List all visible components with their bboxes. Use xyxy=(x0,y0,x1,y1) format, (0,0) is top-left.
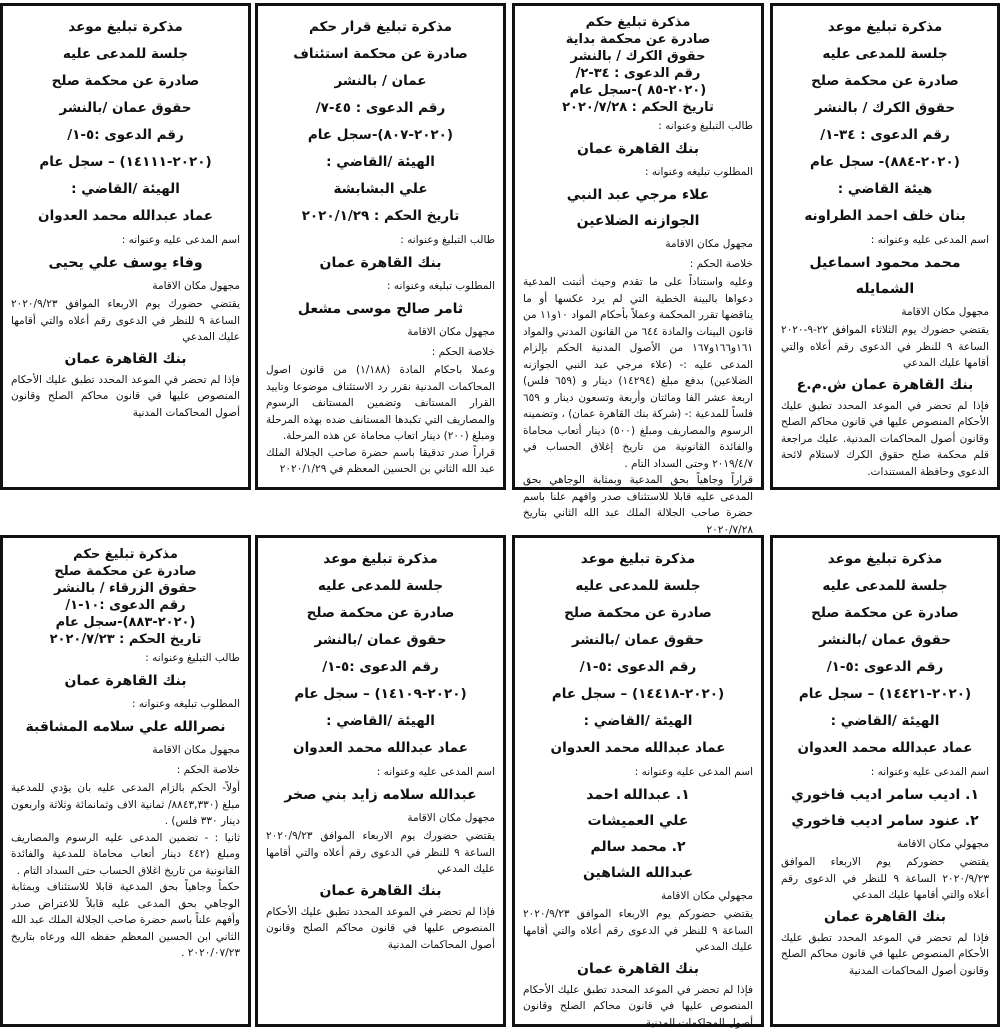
notice-heading-line: مذكرة تبليغ موعد xyxy=(11,14,240,41)
notice-label: اسم المدعى عليه وعنوانه : xyxy=(266,762,495,782)
notice-paragraph: يقتضي حضورك يوم الثلاثاء الموافق ٢٢-٩-٢٠٢٠ الساعة ٩ للنظر في الدعوى رقم أعلاه والتي أقامها عليك المدعي xyxy=(781,322,989,372)
notice-party-name: بنك القاهرة عمان xyxy=(266,878,495,904)
notice-heading-line: صادرة عن محكمة صلح xyxy=(781,600,989,627)
notice-heading-line: هيئة القاضي : xyxy=(781,176,989,203)
notice-label: اسم المدعى عليه وعنوانه : xyxy=(781,762,989,782)
notice-heading-line: مذكرة تبليغ قرار حكم xyxy=(266,14,495,41)
notice-paragraph: وعليه واستناداً على ما تقدم وحيث أثبتت المدعية دعواها بالبينة الخطية التي لم يرد عكسها أو ما يناقضها تقرر المحكمة وعملاً بأحكام المواد ١٠و١١ من قانون البينات والمادة ٦٤٤ من القانون المدني والمواد ١٦١و١٦٦و١٦٧ من الأصول المدنية الحكم بإلزام المدعى عليه :- (علاء مرجي عبد النبي الجوازنه الضلاعين) بدفع مبلغ (١٤٢٩٤) دينار و (٦٥٩ فلس) اربعة عشر الفا ومائتان وأربعة وتسعون دينار و ٦٥٩ فلساً للمدعية :- (شركة بنك القاهرة عمان) ، وتضمينه الرسوم والمصاريف ومبلغ (٥٠٠) دينار أتعاب محاماة والفائدة القانونية من تاريخ إغلاق الحساب في ٢٠١٩/٤/٧ وحتى السداد التام . xyxy=(523,274,753,472)
notice-heading-line: عماد عبدالله محمد العدوان xyxy=(11,203,240,230)
notice-karak-judgment xyxy=(512,3,764,490)
notice-party-name: ١. عبدالله احمد xyxy=(523,782,753,808)
notice-party-name: ١. اديب سامر اديب فاخوري xyxy=(781,782,989,808)
notice-paragraph: فإذا لم تحضر في الموعد المحدد تطبق عليك الأحكام المنصوص عليها في قانون محاكم الصلح وقانون أصول المحاكمات المدنية xyxy=(266,904,495,954)
notice-appeal-judgment xyxy=(255,3,506,490)
notice-heading-line: رقم الدعوى : ٤٥-٧/ xyxy=(266,95,495,122)
notice-party-name: الشمايله xyxy=(781,276,989,302)
notice-heading-line: صادرة عن محكمة صلح xyxy=(781,68,989,95)
notice-heading-line: عمان / بالنشر xyxy=(266,68,495,95)
notice-party-name: ٢. محمد سالم xyxy=(523,834,753,860)
notice-heading-line: صادرة عن محكمة صلح xyxy=(11,68,240,95)
notice-heading-line: جلسة للمدعى عليه xyxy=(11,41,240,68)
notice-amman-session-14418 xyxy=(512,535,764,1027)
notice-heading-line: صادرة عن محكمة صلح xyxy=(11,563,240,580)
notice-heading-line: رقم الدعوى :٥-١/ xyxy=(266,654,495,681)
notice-heading-line: (٢٠٢٠-١٤١٠٩) – سجل عام xyxy=(266,681,495,708)
notice-heading-line: (٢٠٢٠-١٤١١١) – سجل عام xyxy=(11,149,240,176)
notice-heading-line: علي البشابشة xyxy=(266,176,495,203)
notice-heading-line: رقم الدعوى : ٣٤-٢/ xyxy=(523,65,753,82)
notice-heading-line: عماد عبدالله محمد العدوان xyxy=(266,735,495,762)
notice-label: خلاصة الحكم : xyxy=(11,760,240,780)
notice-party-name: بنك القاهرة عمان xyxy=(266,250,495,276)
notice-heading-line: صادرة عن محكمة بداية xyxy=(523,31,753,48)
notice-heading-line: مذكرة تبليغ موعد xyxy=(781,546,989,573)
notice-label: المطلوب تبليغه وعنوانه : xyxy=(266,276,495,296)
notice-label: طالب التبليغ وعنوانه : xyxy=(266,230,495,250)
notice-heading-line: حقوق عمان /بالنشر xyxy=(523,627,753,654)
notice-party-name: ٢. عنود سامر اديب فاخوري xyxy=(781,808,989,834)
notice-paragraph: حكماً وجاهياً بحق المدعية قابلا للاستئناف وبمثابة الوجاهي بحق المدعى عليه قابلاً للاعتراض صدر وأفهم علناً باسم حضرة صاحب الجلالة الملك عبد الله الثاني ابن الحسين المعظم حفظه الله ورعاه بتاريخ ٢٠٢٠/٠٧/٢٣ . xyxy=(11,879,240,962)
notice-amman-session-14421 xyxy=(770,535,1000,1027)
notice-heading-line: رقم الدعوى : ٣٤-١/ xyxy=(781,122,989,149)
notice-party-name: علاء مرجي عبد النبي xyxy=(523,182,753,208)
notice-party-name: بنك القاهرة عمان ش.م.ع xyxy=(781,372,989,398)
notice-label: خلاصة الحكم : xyxy=(266,342,495,362)
notice-paragraph: وعملا باحكام المادة (١/١٨٨) من قانون اصول المحاكمات المدنية نقرر رد الاستئناف موضوعا وتاييد القرار المستانف وتضمين المستانف الرسوم والمصاريف التي تكبدها المستانف ضده بهذه المرحلة ومبلغ (٢٠٠) دينار اتعاب محاماة عن هذه المرحلة. xyxy=(266,362,495,445)
notice-heading-line: مذكرة تبليغ حكم xyxy=(523,14,753,31)
notice-heading-line: الهيئة /القاضي : xyxy=(266,149,495,176)
notice-heading-line: رقم الدعوى :٥-١/ xyxy=(11,122,240,149)
notice-heading-line: جلسة للمدعى عليه xyxy=(523,573,753,600)
notice-heading-line: رقم الدعوى :٥-١/ xyxy=(781,654,989,681)
notice-heading-line: رقم الدعوى :٥-١/ xyxy=(523,654,753,681)
notice-party-name: بنك القاهرة عمان xyxy=(523,956,753,982)
notice-party-name: وفاء يوسف علي يحيى xyxy=(11,250,240,276)
notice-paragraph: يقتضي حضورك يوم الاربعاء الموافق ٢٠٢٠/٩/٢٣ الساعة ٩ للنظر في الدعوى رقم أعلاه والتي أقامها عليك المدعي xyxy=(266,828,495,878)
notice-party-name: عبدالله سلامه زايد بني صخر xyxy=(266,782,495,808)
notice-heading-line: حقوق عمان /بالنشر xyxy=(781,627,989,654)
notice-heading-line: عماد عبدالله محمد العدوان xyxy=(523,735,753,762)
notice-label: مجهولي مكان الاقامة xyxy=(781,834,989,854)
notice-heading-line: مذكرة تبليغ حكم xyxy=(11,546,240,563)
notice-label: خلاصة الحكم : xyxy=(523,254,753,274)
notice-paragraph: يقتضي حضوركم يوم الاربعاء الموافق ٢٠٢٠/٩/٢٣ الساعة ٩ للنظر في الدعوى رقم أعلاه والتي أقامها عليك المدعي xyxy=(523,906,753,956)
notice-heading-line: الهيئة /القاضي : xyxy=(781,708,989,735)
notice-amman-session-14109 xyxy=(255,535,506,1027)
notice-paragraph: ثانيا : - تضمين المدعى عليه الرسوم والمصاريف ومبلغ (٤٤٢ دينار أتعاب محاماة للمدعية والفائدة القانونية من تاريخ اغلاق الحساب حتى السداد التام . xyxy=(11,830,240,880)
notice-label: اسم المدعى عليه وعنوانه : xyxy=(781,230,989,250)
notice-heading-line: مذكرة تبليغ موعد xyxy=(523,546,753,573)
notice-paragraph: يقتضي حضورك يوم الاربعاء الموافق ٢٠٢٠/٩/٢٣ الساعة ٩ للنظر في الدعوى رقم أعلاه والتي أقامها عليك المدعي xyxy=(11,296,240,346)
notice-heading-line: حقوق عمان /بالنشر xyxy=(266,627,495,654)
notice-label: مجهول مكان الاقامة xyxy=(266,322,495,342)
notice-heading-line: صادرة عن محكمة صلح xyxy=(266,600,495,627)
notice-paragraph: قراراً وجاهياً بحق المدعية وبمثابة الوجاهي بحق المدعى عليه قابلا للاستئناف صدر وافهم علنا باسم حضرة صاحب الجلالة الملك عبد الله الثاني بتاريخ ٢٠٢٠/٧/٢٨ xyxy=(523,472,753,538)
notice-paragraph: أولاً- الحكم بالزام المدعى عليه بان يؤدي للمدعية مبلغ (٨٨٤٣,٣٣٠/ ثمانية الاف وثمانمائة وثلاثة واربعون دينار ٣٣٠ فلس) . xyxy=(11,780,240,830)
notice-label: مجهول مكان الاقامة xyxy=(11,276,240,296)
notice-label: مجهول مكان الاقامة xyxy=(781,302,989,322)
notice-paragraph: قراراً صدر تدقيقا باسم حضرة صاحب الجلالة الملك عبد الله الثاني بن الحسين المعظم في ٢٠٢٠/١/٢٩ xyxy=(266,445,495,478)
notice-label: المطلوب تبليغه وعنوانه : xyxy=(523,162,753,182)
notice-zarqa-judgment xyxy=(0,535,251,1027)
notice-label: مجهول مكان الاقامة xyxy=(523,234,753,254)
notice-heading-line: عماد عبدالله محمد العدوان xyxy=(781,735,989,762)
notice-paragraph: يقتضي حضوركم يوم الاربعاء الموافق ٢٠٢٠/٩/٢٣ الساعة ٩ للنظر في الدعوى رقم أعلاه والتي أقامها عليك المدعي xyxy=(781,854,989,904)
notice-label: مجهول مكان الاقامة xyxy=(266,808,495,828)
notice-karak-session xyxy=(770,3,1000,490)
notice-party-name: نصرالله علي سلامه المشاقبة xyxy=(11,714,240,740)
notice-label: مجهول مكان الاقامة xyxy=(11,740,240,760)
notice-party-name: الجوازنه الضلاعين xyxy=(523,208,753,234)
notice-heading-line: جلسة للمدعى عليه xyxy=(781,573,989,600)
notice-heading-line: (٢٠٢٠-١٤٤٢١) – سجل عام xyxy=(781,681,989,708)
notice-heading-line: تاريخ الحكم : ٢٠٢٠/٧/٢٨ xyxy=(523,99,753,116)
notice-heading-line: بنان خلف احمد الطراونه xyxy=(781,203,989,230)
notice-heading-line: الهيئة /القاضي : xyxy=(523,708,753,735)
notice-party-name: بنك القاهرة عمان xyxy=(11,668,240,694)
notice-paragraph: فإذا لم تحضر في الموعد المحدد تطبق عليك الأحكام المنصوص عليها في قانون محاكم الصلح وقانون أصول المحاكمات المدنية xyxy=(11,372,240,422)
notice-heading-line: (٢٠٢٠-٨٠٧)-سجل عام xyxy=(266,122,495,149)
notice-heading-line: الهيئة /القاضي : xyxy=(266,708,495,735)
notice-heading-line: جلسة للمدعى عليه xyxy=(781,41,989,68)
notice-heading-line: (٢٠٢٠-٨٨٣)-سجل عام xyxy=(11,614,240,631)
notice-label: طالب التبليغ وعنوانه : xyxy=(11,648,240,668)
notice-heading-line: مذكرة تبليغ موعد xyxy=(266,546,495,573)
notice-party-name: علي العميشات xyxy=(523,808,753,834)
notice-heading-line: صادرة عن محكمة صلح xyxy=(523,600,753,627)
notice-heading-line: تاريخ الحكم : ٢٠٢٠/٧/٢٣ xyxy=(11,631,240,648)
notice-label: المطلوب تبليغه وعنوانه : xyxy=(11,694,240,714)
notice-party-name: ثامر صالح موسى مشعل xyxy=(266,296,495,322)
notice-party-name: محمد محمود اسماعيل xyxy=(781,250,989,276)
notice-heading-line: جلسة للمدعى عليه xyxy=(266,573,495,600)
notice-heading-line: حقوق الكرك / بالنشر xyxy=(781,95,989,122)
notice-heading-line: صادرة عن محكمة استئناف xyxy=(266,41,495,68)
notice-heading-line: (٢٠٢٠-٨٨٤)- سجل عام xyxy=(781,149,989,176)
notice-paragraph: فإذا لم تحضر في الموعد المحدد تطبق عليك الأحكام المنصوص عليها في قانون محاكم الصلح وقانون أصول المحاكمات المدنية. عليك مراجعة قلم محكمة صلح حقوق الكرك لاستلام لائحة الدعوى وحافظة المستندات. xyxy=(781,398,989,481)
notice-label: اسم المدعى عليه وعنوانه : xyxy=(523,762,753,782)
notice-heading-line: تاريخ الحكم : ٢٠٢٠/١/٢٩ xyxy=(266,203,495,230)
notice-label: اسم المدعى عليه وعنوانه : xyxy=(11,230,240,250)
notice-paragraph: فإذا لم تحضر في الموعد المحدد تطبق عليك الأحكام المنصوص عليها في قانون محاكم الصلح وقانون أصول المحاكمات المدنية xyxy=(523,982,753,1031)
notice-heading-line: حقوق الزرقاء / بالنشر xyxy=(11,580,240,597)
notice-paragraph: فإذا لم تحضر في الموعد المحدد تطبق عليك الأحكام المنصوص عليها في قانون محاكم الصلح وقانون أصول المحاكمات المدنية xyxy=(781,930,989,980)
notice-heading-line: (٢٠٢٠-١٤٤١٨) – سجل عام xyxy=(523,681,753,708)
notice-heading-line: حقوق عمان /بالنشر xyxy=(11,95,240,122)
notice-heading-line: الهيئة /القاضي : xyxy=(11,176,240,203)
notice-party-name: بنك القاهرة عمان xyxy=(781,904,989,930)
notice-heading-line: رقم الدعوى :١٠-١/ xyxy=(11,597,240,614)
notice-heading-line: حقوق الكرك / بالنشر xyxy=(523,48,753,65)
notice-label: مجهولي مكان الاقامة xyxy=(523,886,753,906)
notice-label: طالب التبليغ وعنوانه : xyxy=(523,116,753,136)
notice-heading-line: (٢٠٢٠-٨٥ )-سجل عام xyxy=(523,82,753,99)
notice-heading-line: مذكرة تبليغ موعد xyxy=(781,14,989,41)
notice-party-name: عبدالله الشاهين xyxy=(523,860,753,886)
notice-party-name: بنك القاهرة عمان xyxy=(523,136,753,162)
notice-party-name: بنك القاهرة عمان xyxy=(11,346,240,372)
notice-amman-session-14111 xyxy=(0,3,251,490)
